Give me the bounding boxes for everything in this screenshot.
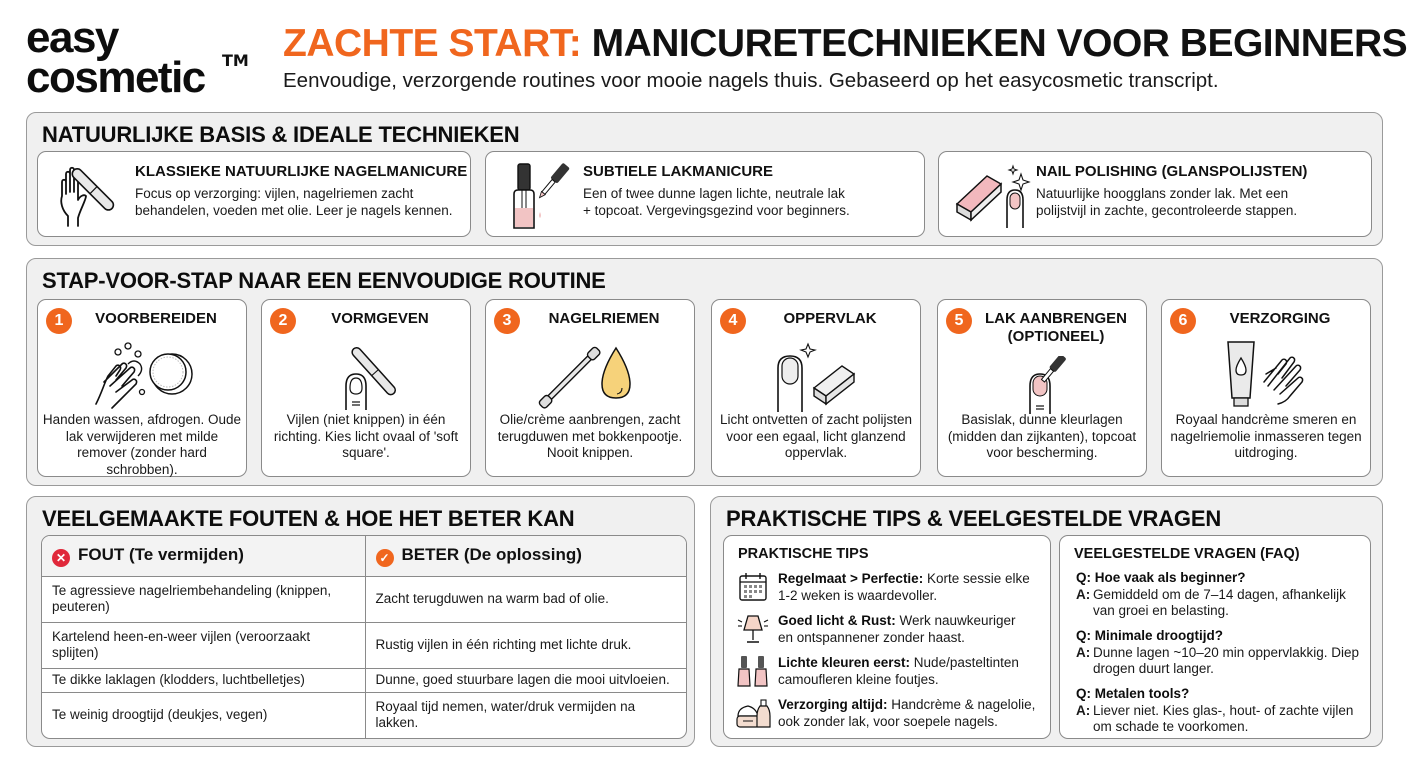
tip-bold: Regelmaat > Perfectie: (778, 571, 924, 586)
tip-text-line: 1-2 weken is waardevoller. (778, 588, 938, 603)
step-card (1161, 299, 1371, 477)
tips-faq-panel (710, 496, 1383, 747)
technique-desc (135, 185, 453, 219)
step-description: Royaal handcrème smeren en nagelriemolie inmasseren tegen uitdroging. (1170, 412, 1362, 460)
calendar-icon (736, 570, 772, 604)
technique-desc-line: Natuurlijke hoogglans zonder lak. Met een (1036, 186, 1289, 201)
faq-item (1076, 628, 1362, 678)
polish-bottles-icon (736, 654, 772, 688)
cell-bad: Te agressieve nagelriembehandeling (knippen, peuteren) (42, 576, 365, 622)
tip-item (734, 570, 1044, 610)
tip-bold: Goed licht & Rust: (778, 613, 896, 628)
faq-card (1059, 535, 1371, 739)
cell-good: Zacht terugduwen na warm bad of olie. (365, 576, 686, 622)
cuticle-pusher-icon (486, 338, 694, 412)
step-title: VERZORGING (1229, 310, 1331, 327)
hand-cream-icon (1162, 338, 1370, 412)
step-number-badge: 2 (270, 308, 296, 334)
error-x-icon: ✕ (52, 549, 70, 567)
technique-title: NAIL POLISHING (GLANSPOLIJSTEN) (1036, 163, 1308, 180)
technique-title: SUBTIELE LAKMANICURE (583, 163, 773, 180)
brand-line-2: cosmetic (26, 52, 205, 102)
tip-bold: Lichte kleuren eerst: (778, 655, 911, 670)
cell-good: Rustig vijlen in één richting met lichte druk. (365, 622, 686, 668)
step-title: NAGELRIEMEN (548, 310, 660, 327)
step-number-badge: 4 (720, 308, 746, 334)
column-header-bad (42, 536, 365, 576)
step-title: VOORBEREIDEN (95, 310, 217, 327)
faq-answer-label: A: (1076, 586, 1091, 602)
cream-jar-icon (736, 696, 772, 730)
column-header-label: FOUT (Te vermijden) (78, 544, 244, 564)
faq-title: VEELGESTELDE VRAGEN (FAQ) (1074, 546, 1300, 562)
step-description: Olie/crème aanbrengen, zacht terugduwen met bokkenpootje. Nooit knippen. (497, 412, 683, 460)
column-header-label: BETER (De oplossing) (401, 544, 582, 564)
step-title: VORMGEVEN (331, 310, 429, 327)
tips-title: PRAKTISCHE TIPS (738, 546, 869, 562)
cell-bad: Te weinig droogtijd (deukjes, vegen) (42, 692, 365, 738)
techniques-title: NATUURLIJKE BASIS & IDEALE TECHNIEKEN (42, 122, 520, 147)
polish-brush-icon (938, 356, 1146, 414)
tip-text-line: Korte sessie elke (923, 571, 1030, 586)
check-icon: ✓ (376, 549, 394, 567)
brand-logo (26, 13, 256, 102)
table-row (42, 576, 686, 622)
techniques-panel (26, 112, 1383, 246)
table-row (42, 669, 686, 693)
tip-text (778, 654, 1019, 688)
technique-card (485, 151, 925, 237)
step-description: Vijlen (niet knippen) in één richting. Kies licht ovaal of 'soft square'. (273, 412, 459, 460)
faq-answer-label: A: (1076, 644, 1091, 660)
tips-card (723, 535, 1051, 739)
tip-item (734, 654, 1044, 694)
step-description: Handen wassen, afdrogen. Oude lak verwijderen met milde remover (zonder hard schrobben). (42, 412, 242, 477)
mistakes-table (41, 535, 687, 739)
technique-title: KLASSIEKE NATUURLIJKE NAGELMANICURE (135, 163, 468, 180)
nail-polish-bottle-icon (498, 160, 578, 230)
page-subtitle: Eenvoudige, verzorgende routines voor mooie nagels thuis. Gebaseerd op het easycosmetic transcript. (283, 69, 1219, 92)
nail-file-icon (262, 338, 470, 412)
table-row (42, 692, 686, 738)
faq-answer (1076, 703, 1362, 736)
tip-bold: Verzorging altijd: (778, 697, 888, 712)
tip-text (778, 612, 1016, 646)
faq-question: Q: Minimale droogtijd? (1076, 628, 1223, 643)
technique-card (938, 151, 1372, 237)
tip-item (734, 696, 1044, 736)
tip-text (778, 570, 1030, 604)
step-card (937, 299, 1147, 477)
faq-item (1076, 570, 1362, 620)
hand-washing-icon (38, 338, 246, 412)
faq-answer-text: Liever niet. Kies glas-, hout- of zachte vijlen om schade te voorkomen. (1093, 702, 1354, 734)
title-accent: ZACHTE START: (283, 22, 582, 65)
faq-answer-text: Gemiddeld om de 7–14 dagen, afhankelijk van groei en belasting. (1093, 586, 1346, 618)
step-title: LAK AANBRENGEN (OPTIONEEL) (985, 310, 1127, 345)
faq-answer (1076, 587, 1362, 620)
step-title: OPPERVLAK (783, 310, 877, 327)
step-number-badge: 6 (1170, 308, 1196, 334)
faq-question: Q: Metalen tools? (1076, 686, 1190, 701)
brand-line-1: easy (26, 13, 118, 62)
cell-bad: Kartelend heen-en-weer vijlen (veroorzaakt splijten) (42, 622, 365, 668)
faq-item (1076, 686, 1362, 736)
steps-title: STAP-VOOR-STAP NAAR EEN EENVOUDIGE ROUTINE (42, 268, 606, 293)
tip-item (734, 612, 1044, 652)
buffer-block-icon (951, 160, 1031, 230)
faq-answer-label: A: (1076, 702, 1091, 718)
page-title (283, 22, 1407, 66)
technique-card (37, 151, 471, 237)
technique-desc-line: Focus op verzorging: vijlen, nagelriemen zacht (135, 186, 414, 201)
tip-text-line: en ontspannener zonder haast. (778, 630, 965, 645)
tip-text (778, 696, 1035, 730)
step-card (37, 299, 247, 477)
faq-answer (1076, 645, 1362, 678)
cell-bad: Te dikke laklagen (klodders, luchtbelletjes) (42, 669, 365, 693)
mistakes-panel (26, 496, 695, 747)
steps-panel (26, 258, 1383, 486)
column-header-good (365, 536, 686, 576)
trademark: TM (222, 51, 249, 70)
step-card (711, 299, 921, 477)
buffer-icon (712, 338, 920, 412)
lamp-icon (736, 612, 772, 646)
technique-desc (583, 185, 850, 219)
technique-desc-line: + topcoat. Vergevingsgezind voor beginners. (583, 203, 850, 218)
table-row (42, 622, 686, 668)
faq-answer-text: Dunne lagen ~10–20 min oppervlakkig. Diep drogen duurt langer. (1093, 644, 1360, 676)
step-number-badge: 3 (494, 308, 520, 334)
cell-good: Dunne, goed stuurbare lagen die mooi uitvloeien. (365, 669, 686, 693)
hand-nail-file-icon (50, 160, 130, 230)
tip-text-line: ook zonder lak, voor soepele nagels. (778, 714, 998, 729)
tip-text-line: Nude/pasteltinten (910, 655, 1019, 670)
technique-desc-line: Een of twee dunne lagen lichte, neutrale lak (583, 186, 845, 201)
technique-desc (1036, 185, 1297, 219)
title-rest: MANICURETECHNIEKEN VOOR BEGINNERS (581, 22, 1408, 65)
tip-text-line: Handcrème & nagelolie, (887, 697, 1036, 712)
step-description: Licht ontvetten of zacht polijsten voor een egaal, licht glanzend oppervlak. (719, 412, 913, 460)
tip-text-line: camoufleren kleine foutjes. (778, 672, 939, 687)
technique-desc-line: polijstvijl in zachte, gecontroleerde stappen. (1036, 203, 1298, 218)
tip-text-line: Werk nauwkeuriger (895, 613, 1016, 628)
faq-question: Q: Hoe vaak als beginner? (1076, 570, 1246, 585)
step-card (485, 299, 695, 477)
mistakes-title: VEELGEMAAKTE FOUTEN & HOE HET BETER KAN (42, 506, 575, 531)
step-card (261, 299, 471, 477)
step-description: Basislak, dunne kleurlagen (midden dan zijkanten), topcoat voor bescherming. (947, 412, 1137, 460)
cell-good: Royaal tijd nemen, water/druk vermijden na lakken. (375, 699, 636, 731)
tips-faq-title: PRAKTISCHE TIPS & VEELGESTELDE VRAGEN (726, 506, 1222, 531)
step-number-badge: 5 (946, 308, 972, 334)
step-number-badge: 1 (46, 308, 72, 334)
technique-desc-line: behandelen, voeden met olie. Leer je nagels kennen. (135, 203, 453, 218)
